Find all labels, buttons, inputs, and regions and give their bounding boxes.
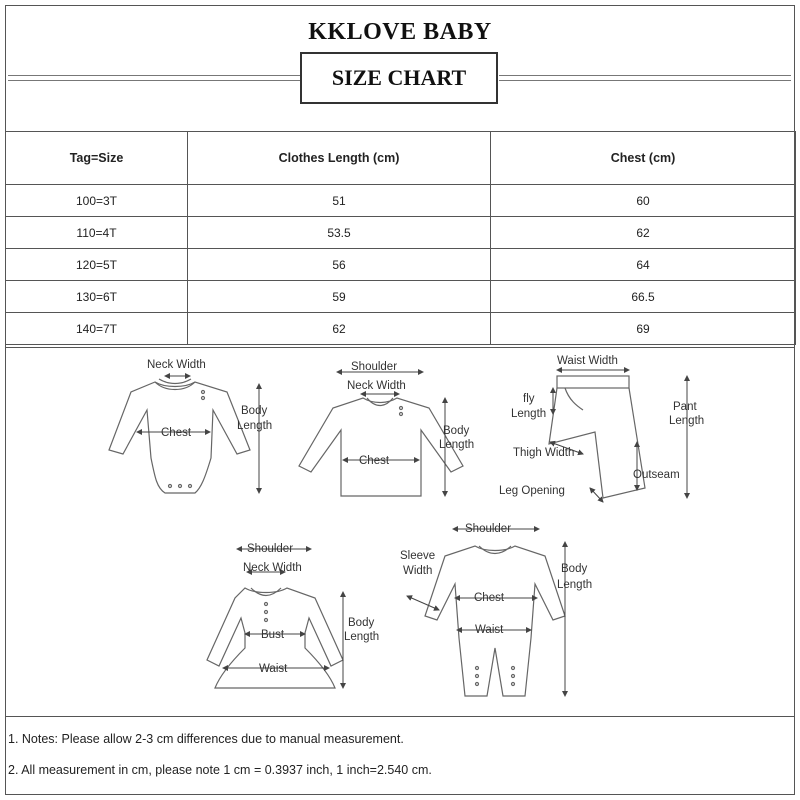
header	[5, 5, 795, 131]
measurement-diagram-svg	[5, 348, 795, 718]
table-row	[6, 185, 796, 217]
brand-name: KKLOVE BABY	[308, 19, 492, 45]
table-cell: 110=4T	[6, 217, 188, 249]
tshirt-body-label: Body	[443, 425, 470, 437]
bodysuit-neck-width-label: Neck Width	[147, 359, 206, 371]
romper-chest-label: Chest	[474, 592, 505, 604]
title-rule-right	[499, 75, 791, 81]
pants-pant-length-label: Length	[669, 415, 705, 427]
table-cell: 62	[188, 313, 491, 345]
size-table	[5, 131, 796, 345]
romper-width-label: Width	[403, 565, 433, 577]
dress-shoulder-label: Shoulder	[247, 543, 294, 555]
table-cell: 69	[491, 313, 796, 345]
romper-shoulder-label: Shoulder	[465, 523, 512, 535]
pants-fly-label: fly	[523, 393, 535, 405]
pants-pant-label: Pant	[673, 401, 697, 413]
measurement-arrows	[137, 370, 687, 696]
bodysuit-body-label: Body	[241, 405, 268, 417]
pants-fly-length-label: Length	[511, 408, 547, 420]
table-cell: 56	[188, 249, 491, 281]
dress-neck-width-label: Neck Width	[243, 562, 302, 574]
table-header-row	[6, 132, 796, 185]
column-header: Clothes Length (cm)	[188, 132, 491, 185]
table-cell: 66.5	[491, 281, 796, 313]
table-row	[6, 281, 796, 313]
measurement-diagram	[5, 347, 795, 717]
table-row	[6, 249, 796, 281]
tshirt-length-label: Length	[439, 439, 475, 451]
romper-waist-label: Waist	[475, 624, 504, 636]
pants-outseam-label: Outseam	[633, 469, 680, 481]
dress-length-label: Length	[344, 631, 380, 643]
notes-section	[8, 732, 432, 794]
dress-bust-label: Bust	[261, 629, 285, 641]
pants-leg-opening-label: Leg Opening	[499, 485, 565, 497]
title-rule-left	[8, 75, 300, 81]
column-header: Chest (cm)	[491, 132, 796, 185]
bodysuit-chest-label: Chest	[161, 427, 192, 439]
pants-illustration	[549, 376, 645, 498]
table-cell: 64	[491, 249, 796, 281]
tshirt-chest-label: Chest	[359, 455, 390, 467]
bodysuit-length-label: Length	[237, 420, 273, 432]
romper-illustration	[425, 546, 565, 696]
table-row	[6, 217, 796, 249]
table-cell: 62	[491, 217, 796, 249]
dress-waist-label: Waist	[259, 663, 288, 675]
romper-sleeve-label: Sleeve	[400, 550, 436, 562]
table-cell: 140=7T	[6, 313, 188, 345]
table-cell: 130=6T	[6, 281, 188, 313]
tshirt-neck-width-label: Neck Width	[347, 380, 406, 392]
table-cell: 53.5	[188, 217, 491, 249]
column-header: Tag=Size	[6, 132, 188, 185]
table-cell: 120=5T	[6, 249, 188, 281]
pants-thigh-width-label: Thigh Width	[513, 447, 575, 459]
romper-length-label: Length	[557, 579, 593, 591]
dress-body-label: Body	[348, 617, 375, 629]
table-cell: 51	[188, 185, 491, 217]
table-cell: 59	[188, 281, 491, 313]
note-line: 2. All measurement in cm, please note 1 cm = 0.3937 inch, 1 inch=2.540 cm.	[8, 763, 432, 777]
table-cell: 60	[491, 185, 796, 217]
romper-body-label: Body	[561, 563, 588, 575]
note-line: 1. Notes: Please allow 2-3 cm differences due to manual measurement.	[8, 732, 404, 746]
table-row	[6, 313, 796, 345]
pants-waist-width-label: Waist Width	[557, 355, 618, 367]
tshirt-shoulder-label: Shoulder	[351, 361, 398, 373]
table-cell: 100=3T	[6, 185, 188, 217]
page-title: SIZE CHART	[300, 52, 498, 104]
